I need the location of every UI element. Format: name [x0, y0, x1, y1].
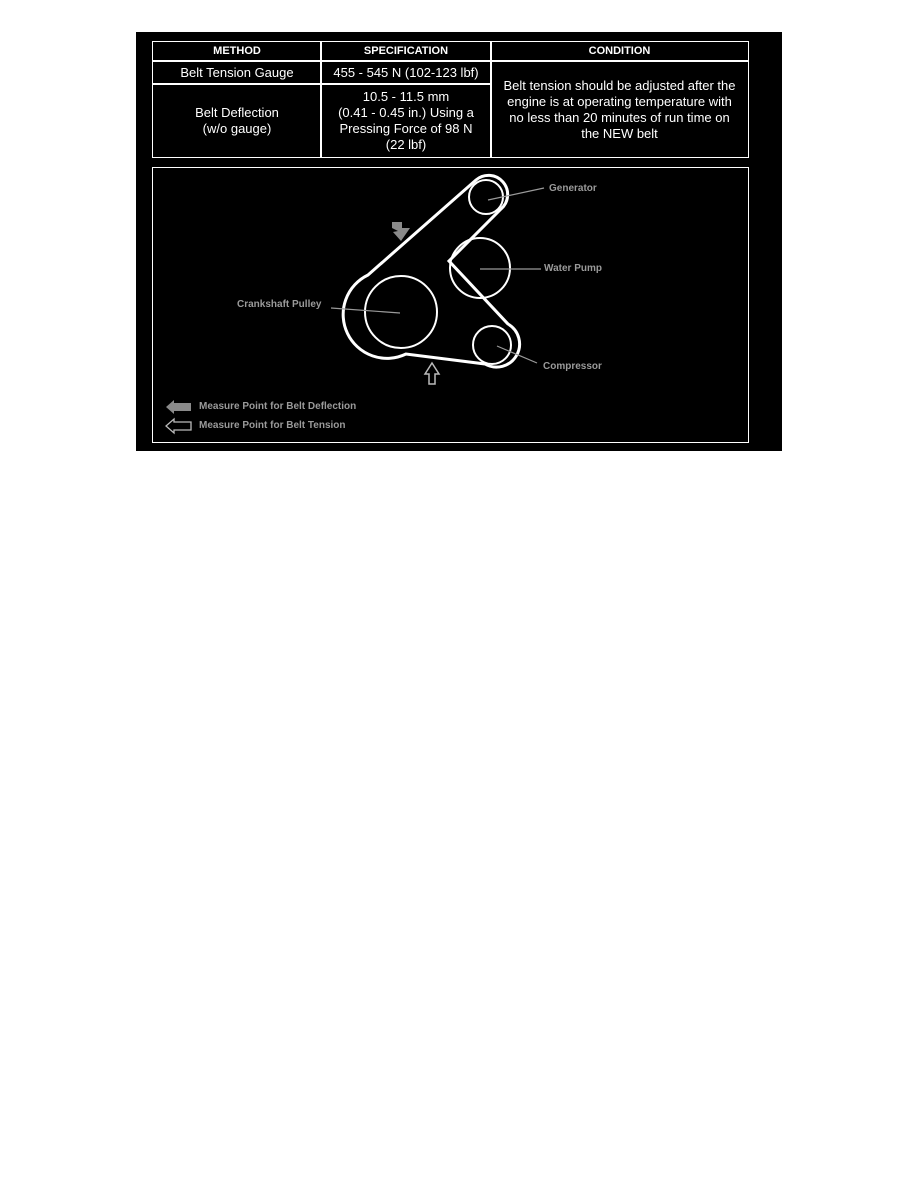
row2-spec-line1: 10.5 - 11.5 mm: [362, 88, 450, 104]
header-condition: CONDITION: [490, 41, 749, 61]
generator-pulley: [469, 180, 503, 214]
label-generator: Generator: [549, 183, 597, 194]
label-crankshaft-pulley: Crankshaft Pulley: [237, 299, 322, 310]
condition-cell: [490, 61, 749, 158]
row2-method-line2: (w/o gauge): [202, 120, 272, 136]
condition-line2: engine is at operating temperature with: [507, 93, 732, 109]
header-specification: SPECIFICATION: [320, 41, 492, 61]
drive-belt: [343, 175, 519, 367]
row1-specification: 455 - 545 N (102-123 lbf): [320, 61, 492, 85]
header-method: METHOD: [152, 41, 322, 61]
crankshaft-pulley: [365, 276, 437, 348]
legend-deflection-arrow: [166, 400, 191, 414]
row2-specification: [320, 83, 492, 158]
label-compressor: Compressor: [543, 361, 602, 372]
row1-method: Belt Tension Gauge: [152, 61, 322, 85]
spec-table: [152, 41, 749, 158]
condition-line1: Belt tension should be adjusted after the: [503, 77, 736, 93]
compressor-pulley: [473, 326, 511, 364]
row2-method-line1: Belt Deflection: [195, 104, 279, 120]
legend-tension-arrow: [166, 419, 191, 433]
condition-line3: no less than 20 minutes of run time on: [509, 109, 730, 125]
belt-routing-diagram: [152, 167, 749, 443]
deflection-point-arrow: [392, 222, 410, 241]
belt-outline: [343, 175, 519, 367]
condition-line4: the NEW belt: [581, 125, 658, 141]
row2-spec-line2: (0.41 - 0.45 in.) Using a: [338, 104, 474, 120]
belt-specification-figure: [136, 32, 782, 451]
legend-deflection-text: Measure Point for Belt Deflection: [199, 401, 357, 412]
generator-leader-line: [488, 188, 544, 200]
legend-tension-text: Measure Point for Belt Tension: [199, 420, 346, 431]
row2-spec-line3: Pressing Force of 98 N: [339, 120, 473, 136]
row2-spec-line4: (22 lbf): [385, 136, 427, 152]
water-pump-pulley: [450, 238, 510, 298]
label-water-pump: Water Pump: [544, 263, 602, 274]
row2-method: [152, 83, 322, 158]
tension-point-arrow: [425, 363, 439, 384]
